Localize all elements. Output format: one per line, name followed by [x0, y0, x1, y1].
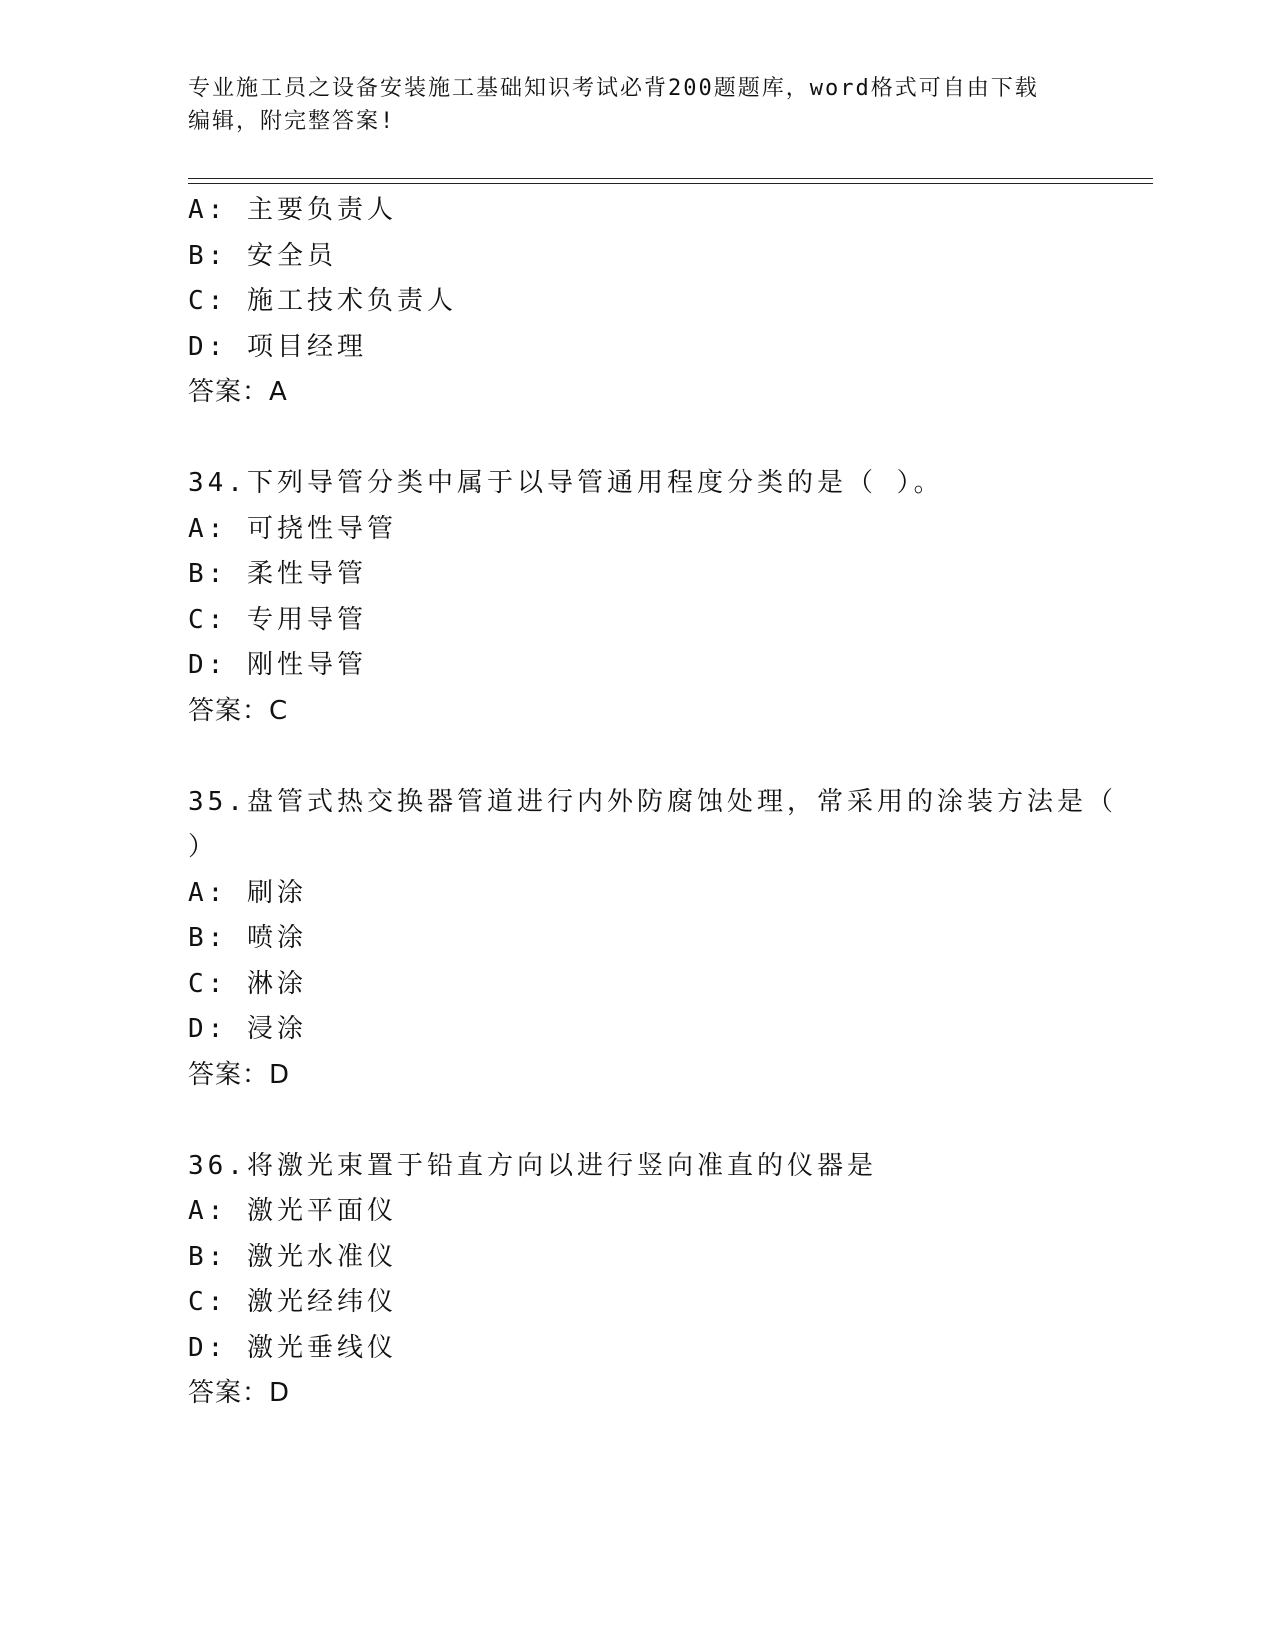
option-c: C: 激光经纬仪 — [188, 1287, 397, 1317]
option-b: B: 柔性导管 — [188, 559, 367, 589]
question-text-line-1: 35.盘管式热交换器管道进行内外防腐蚀处理，常采用的涂装方法是（ — [188, 786, 1117, 817]
option-a: A: 激光平面仪 — [188, 1196, 397, 1226]
spacer — [188, 734, 1088, 780]
answer-line: 答案：C — [188, 695, 289, 726]
option-c: C: 专用导管 — [188, 604, 367, 635]
header-divider-top — [188, 178, 1153, 179]
question-text: 36.将激光束置于铅直方向以进行竖向准直的仪器是 — [188, 1150, 877, 1181]
option-b: B: 安全员 — [188, 240, 337, 271]
question-text: 34.下列导管分类中属于以导管通用程度分类的是（ ）。 — [188, 468, 944, 498]
document-header — [188, 72, 1088, 138]
option-b: B: 喷涂 — [188, 923, 307, 953]
header-divider-bottom — [188, 183, 1153, 184]
answer-line: 答案：A — [188, 377, 288, 407]
answer-line: 答案：D — [188, 1059, 291, 1090]
option-c: C: 淋涂 — [188, 968, 307, 999]
question-36 — [188, 1144, 1088, 1417]
question-35 — [188, 780, 1117, 1099]
option-d: D: 项目经理 — [188, 331, 367, 362]
question-34 — [188, 461, 1088, 734]
option-d: D: 浸涂 — [188, 1014, 307, 1044]
option-c: C: 施工技术负责人 — [188, 286, 457, 316]
option-a: A: 刷涂 — [188, 877, 307, 908]
answer-line: 答案：D — [188, 1378, 291, 1408]
option-a: A: 主要负责人 — [188, 195, 397, 225]
option-d: D: 刚性导管 — [188, 650, 367, 680]
option-d: D: 激光垂线仪 — [188, 1332, 397, 1363]
header-title-line-2: 编辑，附完整答案! — [188, 109, 396, 134]
spacer — [188, 1098, 1088, 1144]
header-title-line-1: 专业施工员之设备安装施工基础知识考试必背200题题库，word格式可自由下载 — [188, 76, 1039, 101]
question-text-line-2: ） — [188, 832, 219, 862]
question-list — [188, 188, 1117, 1417]
question-33 — [188, 188, 1088, 416]
option-b: B: 激光水准仪 — [188, 1241, 397, 1272]
option-a: A: 可挠性导管 — [188, 513, 397, 544]
spacer — [188, 416, 1088, 462]
